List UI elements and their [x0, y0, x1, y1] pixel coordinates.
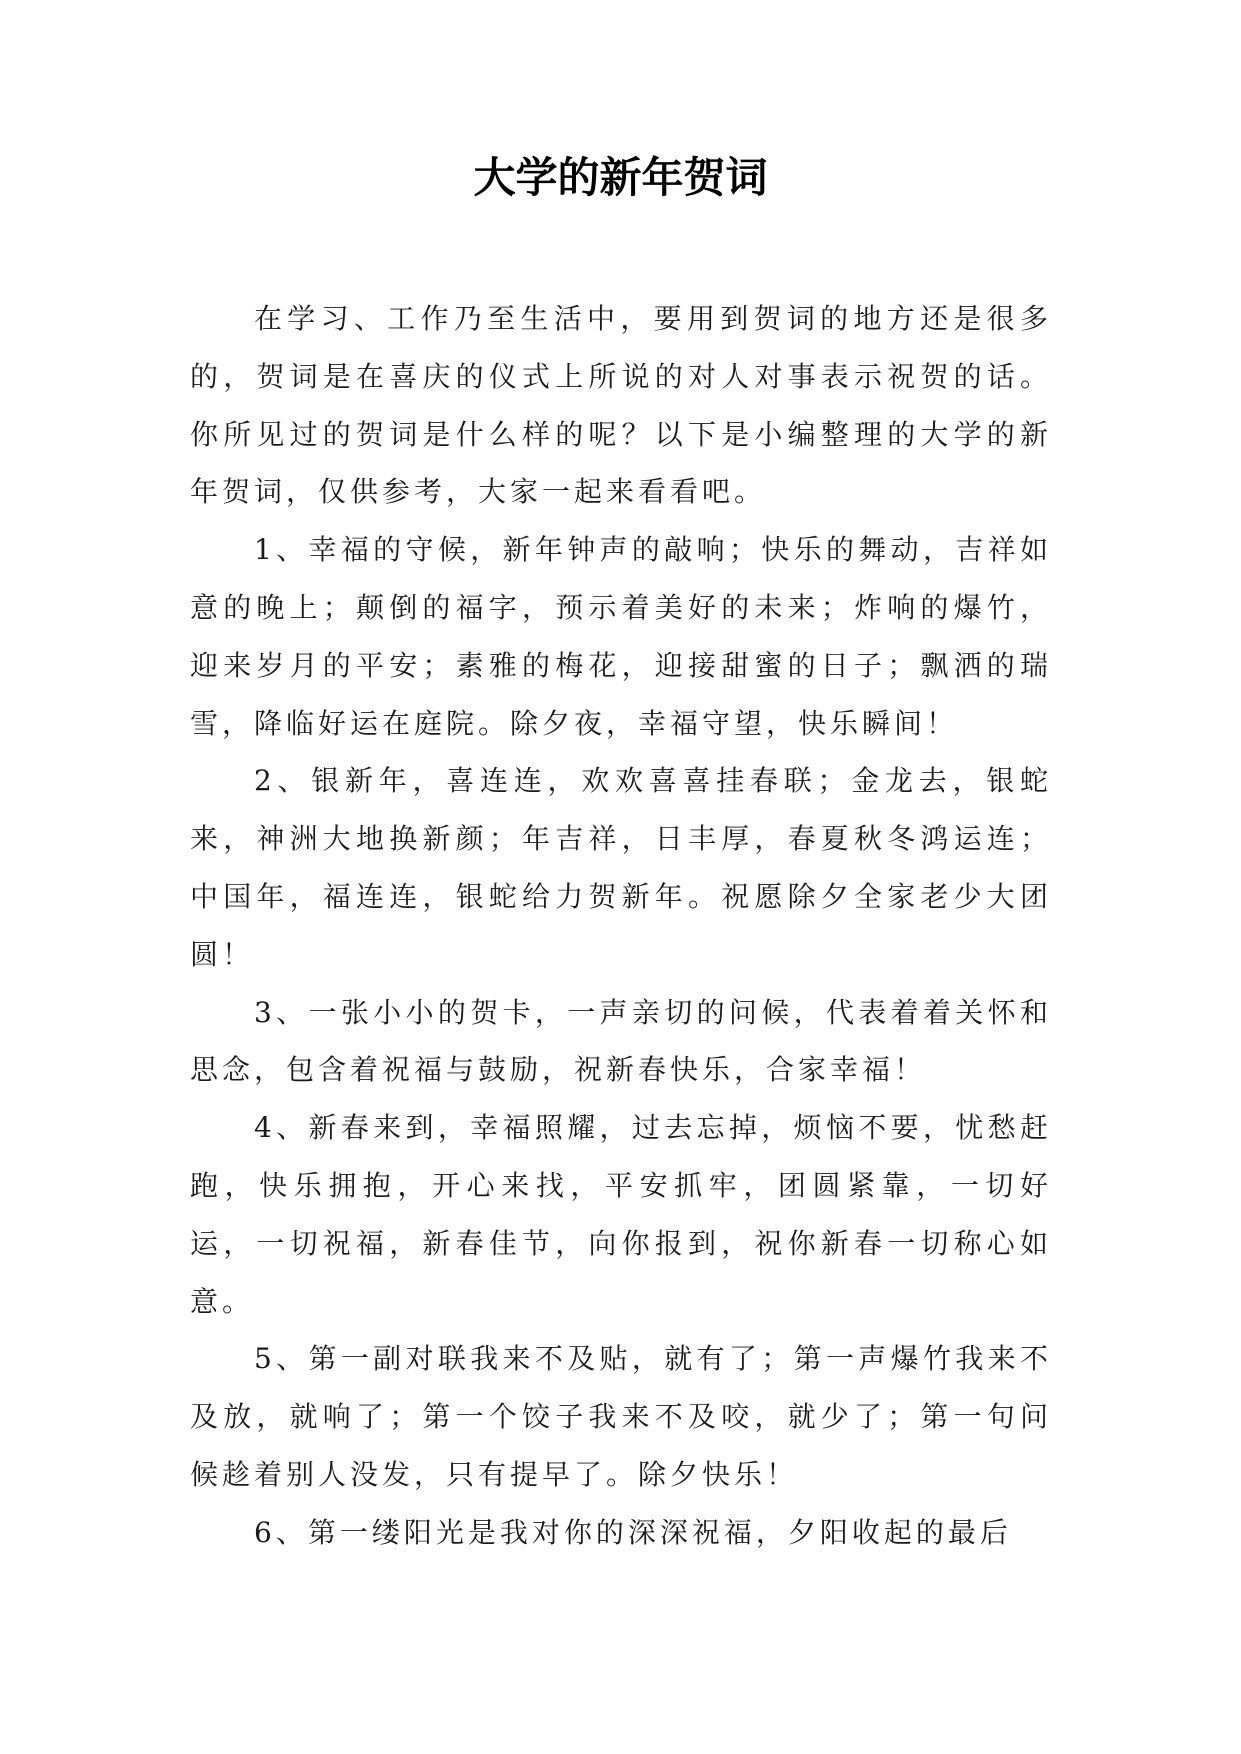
paragraph-greeting-2: 2、银新年，喜连连，欢欢喜喜挂春联；金龙去，银蛇来，神洲大地换新颜；年吉祥，日丰厚，春夏秋冬鸿运连；中国年，福连连，银蛇给力贺新年。祝愿除夕全家老少大团圆！: [190, 764, 1052, 971]
paragraph-greeting-5: 5、第一副对联我来不及贴，就有了；第一声爆竹我来不及放，就响了；第一个饺子我来不及咬，就少了；第一句问候趁着别人没发，只有提早了。除夕快乐！: [190, 1342, 1052, 1491]
document-title: 大学的新年贺词: [473, 153, 768, 202]
paragraph-greeting-6: 6、第一缕阳光是我对你的深深祝福，夕阳收起的最后: [254, 1515, 1012, 1549]
paragraph-intro: 在学习、工作乃至生活中，要用到贺词的地方还是很多的，贺词是在喜庆的仪式上所说的对人对事表示祝贺的话。你所见过的贺词是什么样的呢？以下是小编整理的大学的新年贺词，仅供参考，大家一起来看看吧。: [190, 302, 1052, 509]
paragraph-greeting-3: 3、一张小小的贺卡，一声亲切的问候，代表着着关怀和思念，包含着祝福与鼓励，祝新春快乐，合家幸福！: [190, 995, 1052, 1087]
document-body: [190, 290, 1052, 1562]
paragraph-greeting-4: 4、新春来到，幸福照耀，过去忘掉，烦恼不要，忧愁赶跑，快乐拥抱，开心来找，平安抓牢，团圆紧靠，一切好运，一切祝福，新春佳节，向你报到，祝你新春一切称心如意。: [190, 1111, 1052, 1318]
paragraph-greeting-1: 1、幸福的守候，新年钟声的敲响；快乐的舞动，吉祥如意的晚上；颠倒的福字，预示着美好的未来；炸响的爆竹，迎来岁月的平安；素雅的梅花，迎接甜蜜的日子；飘洒的瑞雪，降临好运在庭院。除夕夜，幸福守望，快乐瞬间！: [190, 533, 1052, 740]
